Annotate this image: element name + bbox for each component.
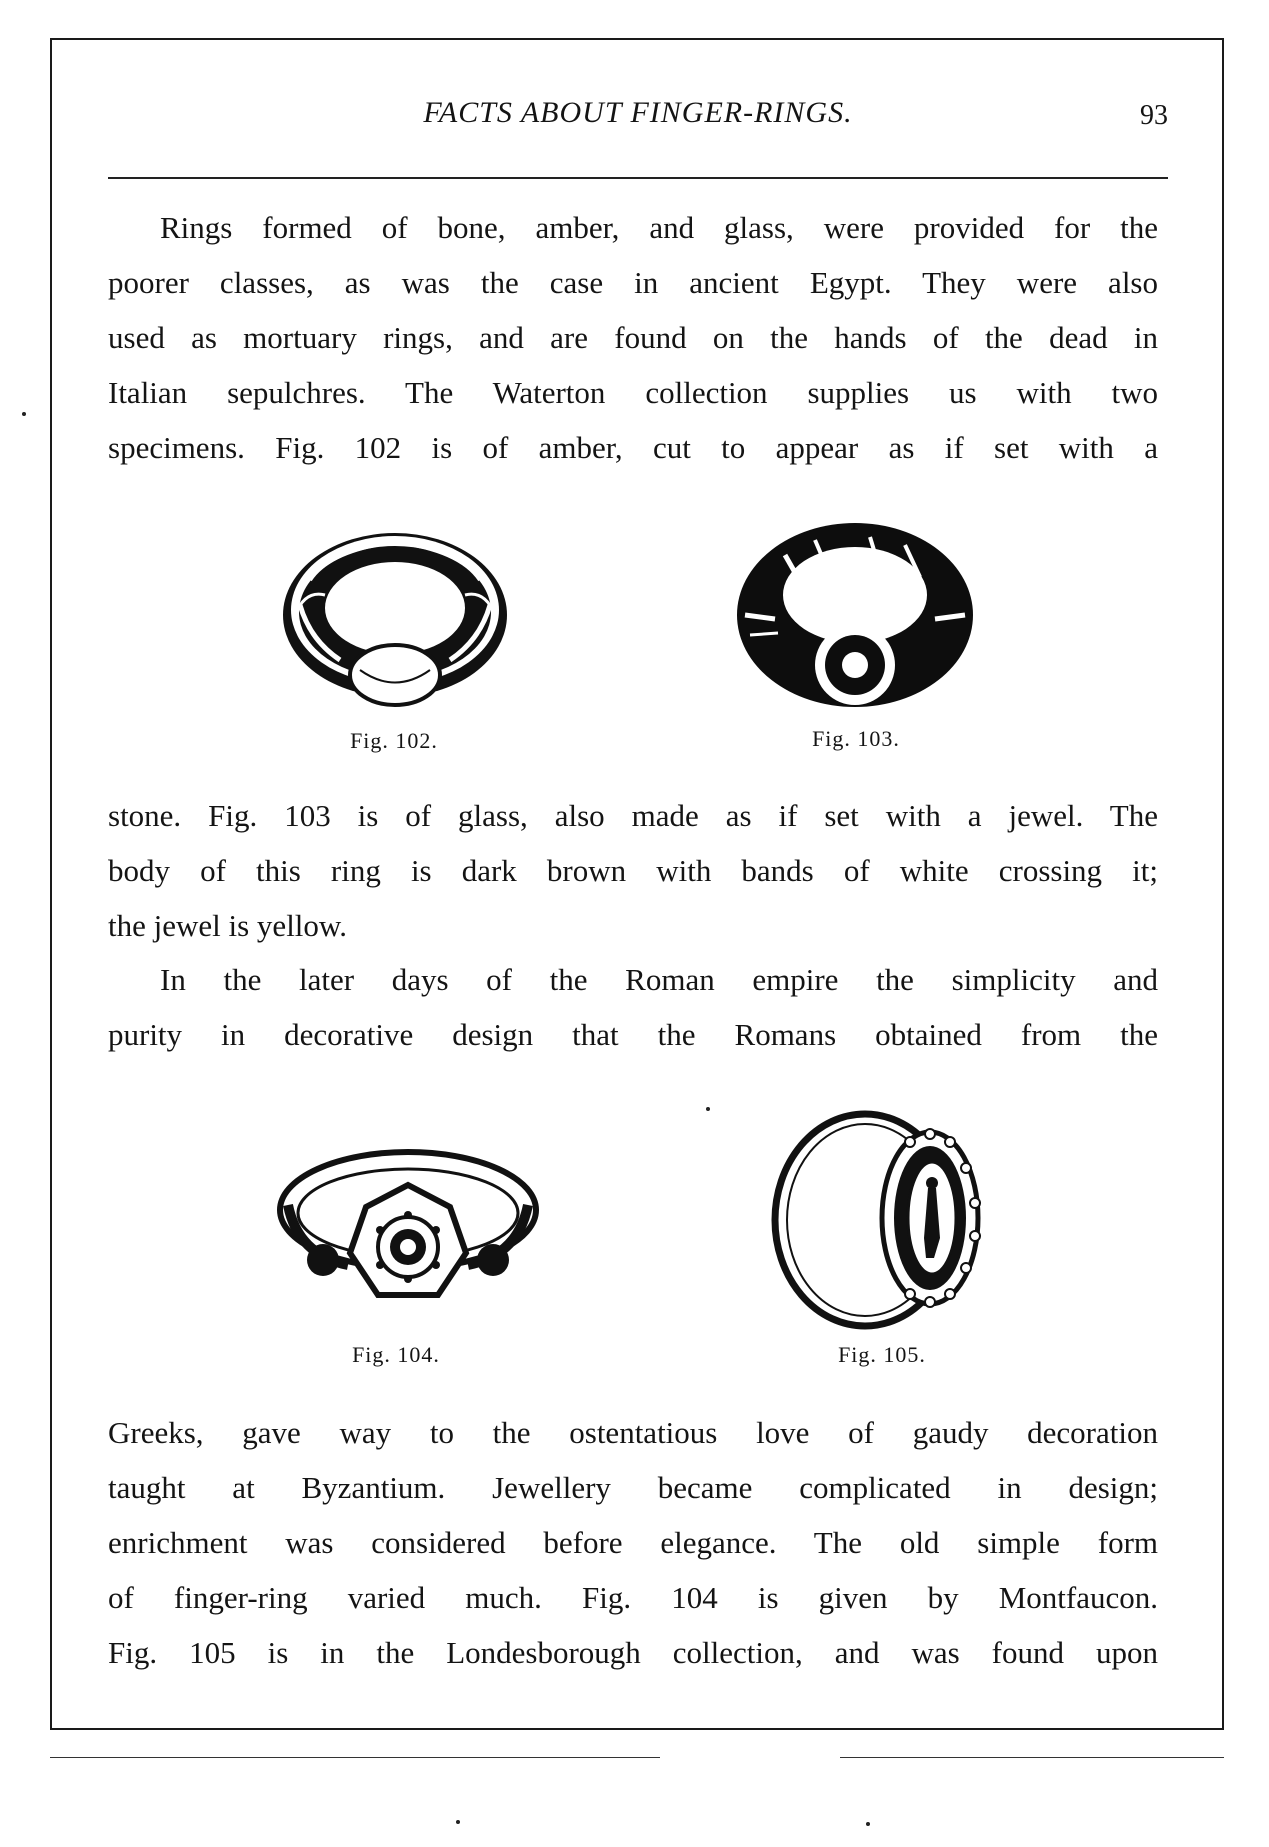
figure-102-caption: Fig. 102. xyxy=(350,728,438,753)
footer-rule-left xyxy=(50,1757,660,1758)
stray-mark xyxy=(22,412,26,416)
figure-103-caption: Fig. 103. xyxy=(812,726,900,751)
text-line: the jewel is yellow. xyxy=(108,908,348,943)
text-line: Italian sepulchres. The Waterton collection supplies us with two xyxy=(108,375,1158,410)
paragraph-3 xyxy=(108,952,1158,1062)
text-line: Rings formed of bone, amber, and glass, were provided for the xyxy=(160,210,1158,245)
text-line: body of this ring is dark brown with bands of white crossing it; xyxy=(108,853,1158,888)
text-line: purity in decorative design that the Romans obtained from the xyxy=(108,1017,1158,1052)
figure-104-byzantine-ring xyxy=(268,1135,548,1330)
figure-105-caption: Fig. 105. xyxy=(838,1342,926,1367)
stray-mark xyxy=(866,1822,870,1826)
page-header xyxy=(108,96,1168,140)
stray-mark xyxy=(706,1107,710,1111)
text-line: enrichment was considered before elegance. The old simple form xyxy=(108,1525,1158,1560)
paragraph-1 xyxy=(108,200,1158,475)
figure-105-londesborough-ring xyxy=(770,1108,995,1338)
text-line: specimens. Fig. 102 is of amber, cut to appear as if set with a xyxy=(108,430,1158,465)
text-line: Greeks, gave way to the ostentatious love of gaudy decoration xyxy=(108,1415,1158,1450)
paragraph-2 xyxy=(108,788,1158,953)
stray-mark xyxy=(456,1820,460,1824)
footer-rule-right xyxy=(840,1757,1224,1758)
text-line: used as mortuary rings, and are found on the hands of the dead in xyxy=(108,320,1158,355)
figure-103-glass-ring xyxy=(730,515,980,720)
bottom-rule xyxy=(50,1728,1224,1730)
running-title: FACTS ABOUT FINGER-RINGS. xyxy=(423,96,853,129)
text-line: taught at Byzantium. Jewellery became complicated in design; xyxy=(108,1470,1158,1505)
text-line: Fig. 105 is in the Londesborough collection, and was found upon xyxy=(108,1635,1158,1670)
page-number: 93 xyxy=(1140,100,1168,131)
figure-104-caption: Fig. 104. xyxy=(352,1342,440,1367)
text-line: poorer classes, as was the case in ancient Egypt. They were also xyxy=(108,265,1158,300)
paragraph-4 xyxy=(108,1405,1158,1680)
text-line: In the later days of the Roman empire the simplicity and xyxy=(160,962,1158,997)
figure-102-amber-ring xyxy=(270,520,520,720)
text-line: stone. Fig. 103 is of glass, also made as if set with a jewel. The xyxy=(108,798,1158,833)
text-line: of finger-ring varied much. Fig. 104 is given by Montfaucon. xyxy=(108,1580,1158,1615)
header-rule xyxy=(108,177,1168,179)
